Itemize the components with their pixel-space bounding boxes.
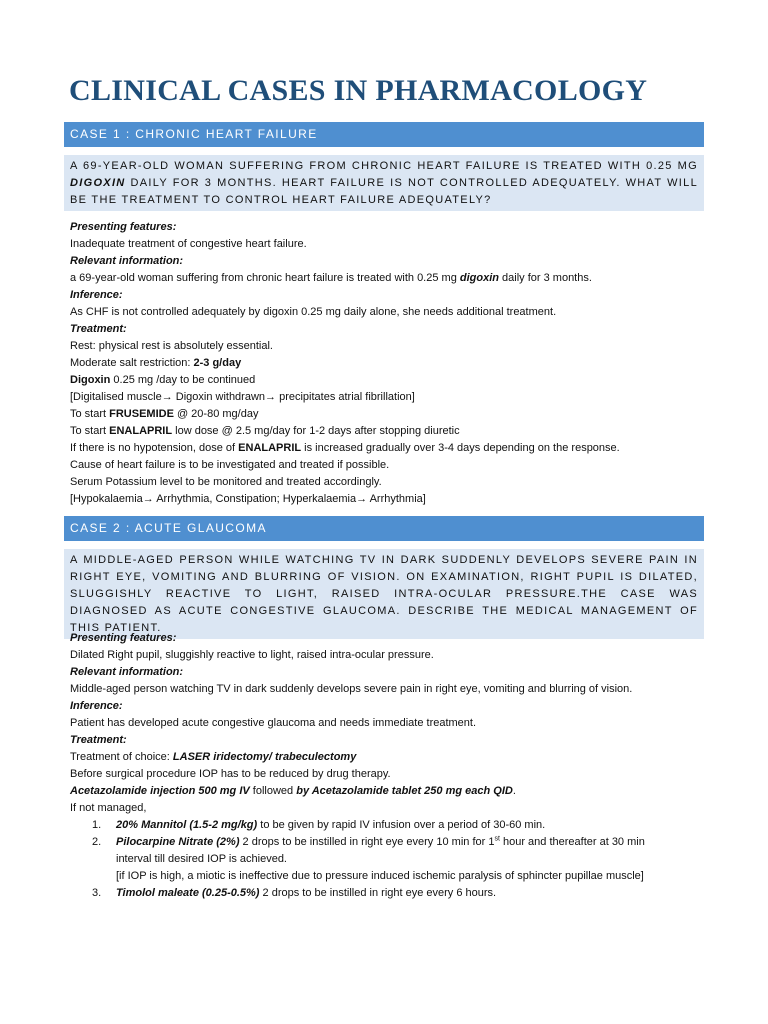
case1-treatment-cause: Cause of heart failure is to be investigated and treated if possible. <box>70 459 390 471</box>
case1-treatment-salt <box>70 355 706 372</box>
case1-relevant-drug: digoxin <box>459 272 499 284</box>
case2-list-item-2 <box>70 834 706 851</box>
case1-treatment-note-digitalised: [Digitalised muscle→ Digoxin withdrawn→ precipitates atrial fibrillation] <box>70 391 415 403</box>
case2-acetazolamide-tablet: by Acetazolamide tablet 250 mg each QID <box>296 785 513 797</box>
case1-hypotension-a: If there is no hypotension, dose of <box>70 442 239 454</box>
case2-item2-superscript: st <box>494 835 500 843</box>
case2-item1-drug: 20% Mannitol (1.5-2 mg/kg) <box>116 819 258 831</box>
case1-treatment-digoxin <box>70 372 706 389</box>
case1-treatment-enalapril <box>70 423 706 440</box>
case2-presenting-label: Presenting features: <box>70 632 177 644</box>
case1-enalapril-name: ENALAPRIL <box>109 425 173 437</box>
list-number: 3. <box>92 887 102 899</box>
case2-choice-label: Treatment of choice: <box>70 751 173 763</box>
case2-item2-drug: Pilocarpine Nitrate (2%) <box>116 836 240 848</box>
case1-question-text-1: A 69-YEAR-OLD WOMAN SUFFERING FROM CHRONIC HEART FAILURE IS TREATED WITH 0.25 MG <box>70 160 698 172</box>
case1-inference-label: Inference: <box>70 289 123 301</box>
case1-enalapril-dose: low dose @ 2.5 mg/day for 1-2 days after stopping diuretic <box>172 425 460 437</box>
case2-choice-procedure: LASER iridectomy/ trabeculectomy <box>172 751 357 763</box>
case2-inference-label: Inference: <box>70 700 123 712</box>
case2-relevant-label: Relevant information: <box>70 666 184 678</box>
case2-inference-text: Patient has developed acute congestive glaucoma and needs immediate treatment. <box>70 717 477 729</box>
case1-treatment-label: Treatment: <box>70 323 127 335</box>
case1-enalapril-a: To start <box>70 425 110 437</box>
case1-question <box>64 155 704 211</box>
case1-salt-label: Moderate salt restriction: <box>70 357 194 369</box>
case1-question-drug: DIGOXIN <box>70 177 126 189</box>
case2-treatment-not-managed: If not managed, <box>70 802 147 814</box>
case2-item2-note: [if IOP is high, a miotic is ineffective due to pressure induced ischemic paralysis of sphincter pupillae muscle] <box>116 870 644 882</box>
case2-presenting-text: Dilated Right pupil, sluggishly reactive to light, raised intra-ocular pressure. <box>70 649 434 661</box>
case2-header: CASE 2 : ACUTE GLAUCOMA <box>64 516 704 541</box>
case1-frusemide-name: FRUSEMIDE <box>109 408 174 420</box>
list-number: 2. <box>92 836 102 848</box>
case1-relevant-label: Relevant information: <box>70 255 184 267</box>
case1-treatment-frusemide <box>70 406 706 423</box>
case1-treatment-potassium: Serum Potassium level to be monitored and treated accordingly. <box>70 476 382 488</box>
case1-frusemide-dose: @ 20-80 mg/day <box>173 408 259 420</box>
case2-body <box>70 630 706 902</box>
case2-item2-continuation: interval till desired IOP is achieved. <box>116 853 287 865</box>
case2-item3-drug: Timolol maleate (0.25-0.5%) <box>116 887 260 899</box>
case1-hypotension-drug: ENALAPRIL <box>238 442 302 454</box>
case1-header: CASE 1 : CHRONIC HEART FAILURE <box>64 122 704 147</box>
case1-relevant-text <box>70 270 706 287</box>
case2-item2-text2: hour and thereafter at 30 min <box>499 836 645 848</box>
case2-acetazolamide-followed: followed <box>249 785 297 797</box>
case1-treatment-hypotension <box>70 440 706 457</box>
case1-presenting-label: Presenting features: <box>70 221 177 233</box>
case1-treatment-rest: Rest: physical rest is absolutely essential. <box>70 340 273 352</box>
case2-list-item-1 <box>70 817 706 834</box>
case1-relevant-a: a 69-year-old woman suffering from chronic heart failure is treated with 0.25 mg <box>70 272 460 284</box>
page-title: CLINICAL CASES IN PHARMACOLOGY <box>69 74 648 107</box>
case2-item1-text: to be given by rapid IV infusion over a period of 30-60 min. <box>257 819 546 831</box>
case2-treatment-iop: Before surgical procedure IOP has to be reduced by drug therapy. <box>70 768 391 780</box>
case1-treatment-note-potassium: [Hypokalaemia→ Arrhythmia, Constipation; Hyperkalaemia→ Arrhythmia] <box>70 493 426 505</box>
case1-salt-value: 2-3 g/day <box>193 357 242 369</box>
case1-frusemide-a: To start <box>70 408 110 420</box>
case1-body <box>70 219 706 508</box>
case2-question: A MIDDLE-AGED PERSON WHILE WATCHING TV IN DARK SUDDENLY DEVELOPS SEVERE PAIN IN RIGHT EYE, VOMITING AND BLURRING OF VISION. ON EXAMINATION, RIGHT PUPIL IS DILATED, SLUGGISHLY REACTIVE TO LIGHT, RAISED INTRA-OCULAR PRESSURE.THE CASE WAS DIAGNOSED AS ACUTE CONGESTIVE GLAUCOMA. DESCRIBE THE MEDICAL MANAGEMENT OF THIS PATIENT. <box>64 549 704 639</box>
case1-digoxin-name: Digoxin <box>70 374 111 386</box>
case2-treatment-choice <box>70 749 706 766</box>
case2-treatment-label: Treatment: <box>70 734 127 746</box>
case2-relevant-text: Middle-aged person watching TV in dark suddenly develops severe pain in right eye, vomiting and blurring of vision. <box>70 683 633 695</box>
case2-list-item-3 <box>70 885 706 902</box>
case1-inference-text: As CHF is not controlled adequately by digoxin 0.25 mg daily alone, she needs additional treatment. <box>70 306 557 318</box>
list-number: 1. <box>92 819 102 831</box>
case1-hypotension-c: is increased gradually over 3-4 days depending on the response. <box>301 442 620 454</box>
case1-relevant-b: daily for 3 months. <box>498 272 592 284</box>
case2-treatment-acetazolamide <box>70 783 706 800</box>
case1-presenting-text: Inadequate treatment of congestive heart failure. <box>70 238 307 250</box>
case2-item2-text: 2 drops to be instilled in right eye every 10 min for 1 <box>239 836 495 848</box>
case1-question-text-2: DAILY FOR 3 MONTHS. HEART FAILURE IS NOT CONTROLLED ADEQUATELY. WHAT WILL BE THE TREATMENT TO CONTROL HEART FAILURE ADEQUATELY? <box>70 177 698 206</box>
case2-item3-text: 2 drops to be instilled in right eye every 6 hours. <box>259 887 497 899</box>
case2-acetazolamide-injection: Acetazolamide injection 500 mg IV <box>70 785 250 797</box>
case1-digoxin-dose: 0.25 mg /day to be continued <box>110 374 256 386</box>
case2-acetazolamide-period: . <box>512 785 516 797</box>
